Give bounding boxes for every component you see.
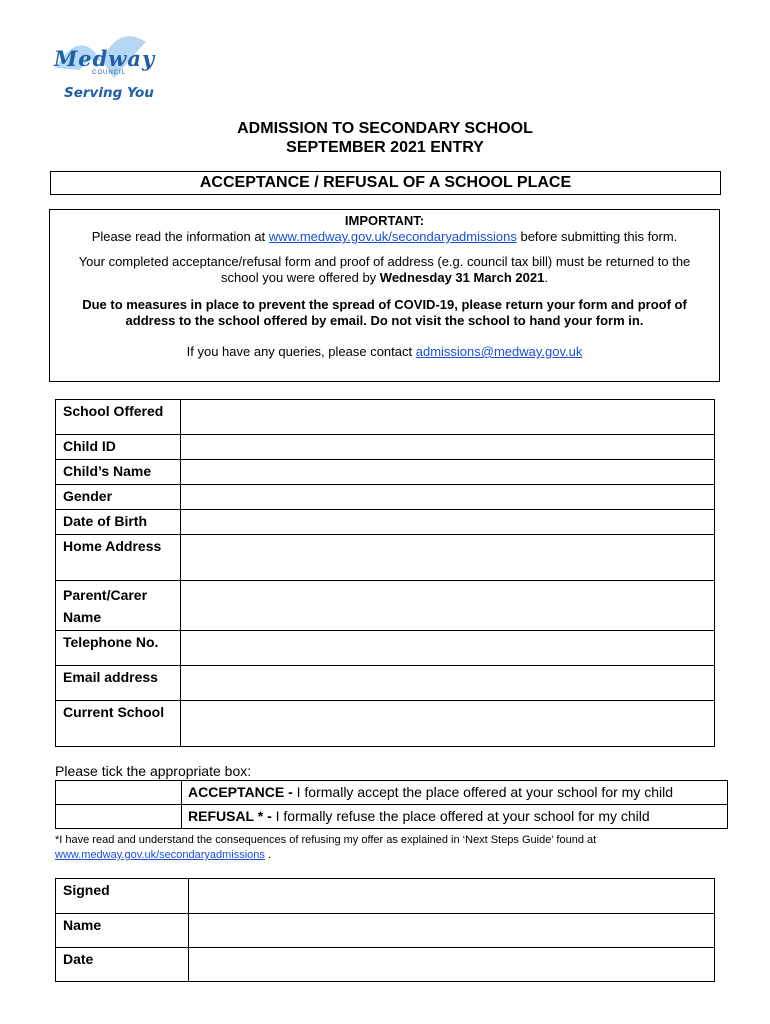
child-name-field[interactable] <box>181 460 715 485</box>
gender-field[interactable] <box>181 485 715 510</box>
page-title: ADMISSION TO SECONDARY SCHOOL <box>237 120 533 137</box>
footnote-end: . <box>264 849 272 861</box>
label-gender: Gender <box>56 485 181 510</box>
telephone-field[interactable] <box>181 631 715 666</box>
label-signed: Signed <box>56 879 189 914</box>
page-subtitle: SEPTEMBER 2021 ENTRY <box>286 139 484 156</box>
label-current-school: Current School <box>56 701 181 747</box>
label-text: Name <box>63 609 102 625</box>
label-child-id: Child ID <box>56 435 181 460</box>
footnote-link[interactable]: www.medway.gov.uk/secondaryadmissions <box>55 849 265 861</box>
name-field[interactable] <box>189 914 715 948</box>
signed-field[interactable] <box>189 879 715 914</box>
important-para-1 <box>50 229 719 245</box>
label-parent-carer-name <box>56 581 181 631</box>
refusal-footnote <box>55 833 725 863</box>
acceptance-choice-table <box>55 780 728 829</box>
medway-logo <box>50 30 180 108</box>
label-home-address: Home Address <box>56 535 181 581</box>
important-text: Please read the information at <box>91 229 269 244</box>
important-heading: IMPORTANT: <box>344 213 425 228</box>
important-para-4 <box>50 344 719 360</box>
acceptance-text: I formally accept the place offered at your school for my child <box>296 784 674 800</box>
date-of-birth-field[interactable] <box>181 510 715 535</box>
admissions-email-link[interactable]: admissions@medway.gov.uk <box>415 344 583 359</box>
email-field[interactable] <box>181 666 715 701</box>
label-telephone: Telephone No. <box>56 631 181 666</box>
footnote-text: *I have read and understand the consequences of refusing my offer as explained in ‘Next Steps Guide’ found at <box>55 834 597 846</box>
refusal-text: I formally refuse the place offered at your school for my child <box>275 808 650 824</box>
home-address-field[interactable] <box>181 535 715 581</box>
refusal-tick-box[interactable] <box>56 805 182 829</box>
tick-instruction: Please tick the appropriate box: <box>55 763 252 779</box>
label-name: Name <box>56 914 189 948</box>
date-field[interactable] <box>189 948 715 982</box>
parent-carer-name-field[interactable] <box>181 581 715 631</box>
child-details-table <box>55 399 715 747</box>
label-date: Date <box>56 948 189 982</box>
important-text: If you have any queries, please contact <box>186 344 416 359</box>
important-text: . <box>544 270 548 285</box>
label-text: Parent/Carer <box>63 587 148 603</box>
important-text: before submitting this form. <box>516 229 678 244</box>
admissions-info-link[interactable]: www.medway.gov.uk/secondaryadmissions <box>268 229 517 244</box>
label-child-name: Child’s Name <box>56 460 181 485</box>
label-school-offered: School Offered <box>56 400 181 435</box>
label-email: Email address <box>56 666 181 701</box>
form-title: ACCEPTANCE / REFUSAL OF A SCHOOL PLACE <box>50 171 721 195</box>
important-notice <box>49 209 720 382</box>
current-school-field[interactable] <box>181 701 715 747</box>
deadline-date: Wednesday 31 March 2021 <box>379 270 545 285</box>
acceptance-tick-box[interactable] <box>56 781 182 805</box>
logo-brand: Medway <box>54 46 156 71</box>
logo-tagline: Serving You <box>64 85 154 101</box>
label-date-of-birth: Date of Birth <box>56 510 181 535</box>
important-text: Your completed acceptance/refusal form and proof of address (e.g. council tax bill) must be returned to the school you were offered by <box>78 254 691 285</box>
acceptance-label: ACCEPTANCE - <box>188 784 297 800</box>
logo-council: COUNCIL <box>92 70 127 76</box>
child-id-field[interactable] <box>181 435 715 460</box>
important-para-2 <box>50 254 719 286</box>
refusal-option <box>182 805 728 829</box>
refusal-label: REFUSAL * - <box>188 808 276 824</box>
signature-table <box>55 878 715 982</box>
school-offered-field[interactable] <box>181 400 715 435</box>
acceptance-option <box>182 781 728 805</box>
important-para-3: Due to measures in place to prevent the spread of COVID-19, please return your form and proof of address to the school offered by email. Do not visit the school to hand your form in. <box>82 297 687 328</box>
